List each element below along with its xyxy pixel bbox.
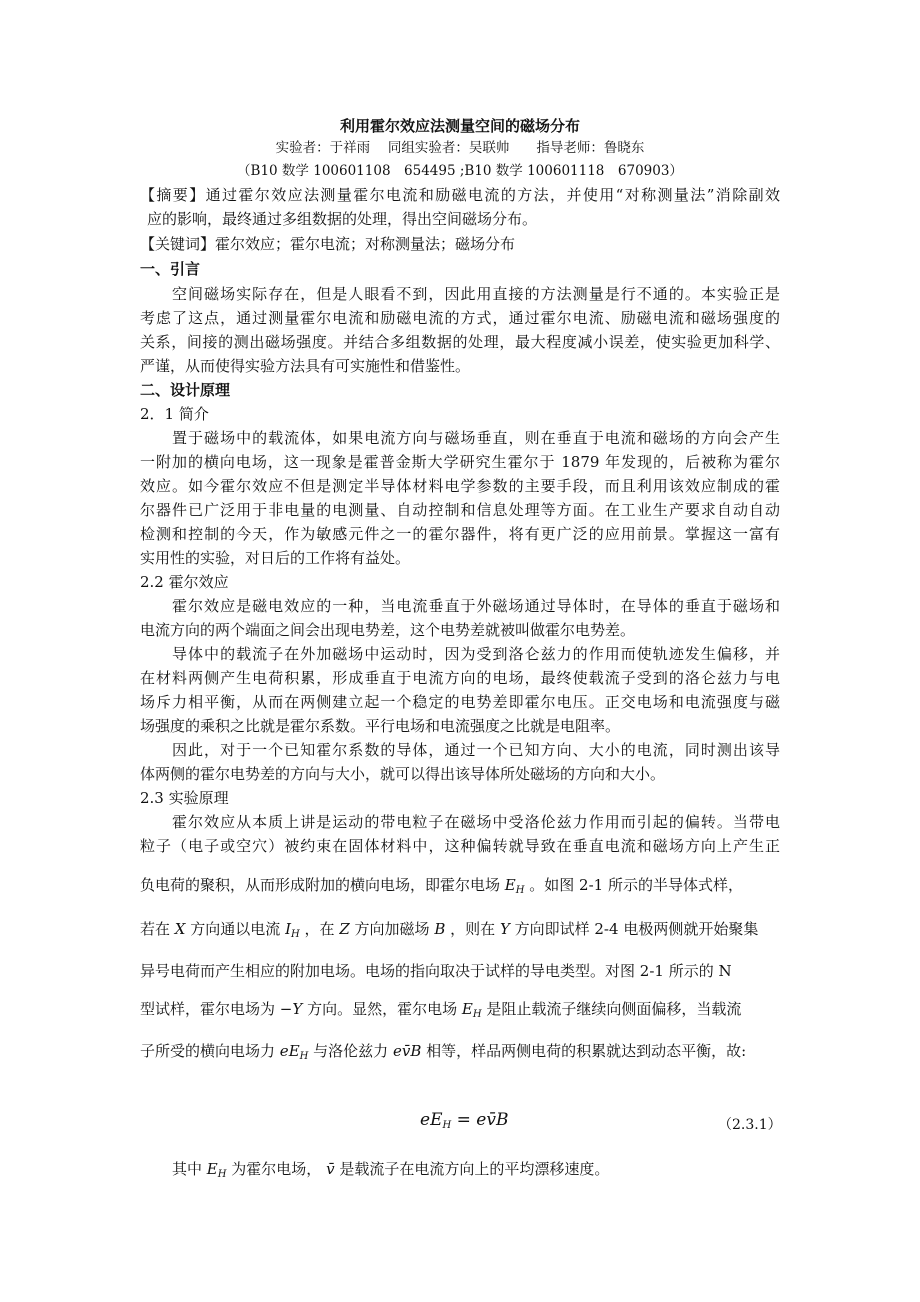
abstract-line: 【摘要】通过霍尔效应法测量霍尔电流和励磁电流的方法，并使用“对称测量法”消除副效 xyxy=(140,186,780,204)
abstract-line: 应的影响，最终通过多组数据的处理，得出空间磁场分布。 xyxy=(147,210,538,228)
paragraph-line: 检测和控制的今天，作为敏感元件之一的霍尔器件，将有更广泛的应用前景。掌握这一富有 xyxy=(140,525,780,543)
paragraph-line-with-math: 子所受的横向电场力 $eE_H$ 与洛伦兹力 ev̄B 相等，样品两侧电荷的积累就达到动态平衡，故: xyxy=(140,1042,747,1062)
paragraph-line: 空间磁场实际存在，但是人眼看不到，因此用直接的方法测量是行不通的。本实验正是 xyxy=(172,285,780,303)
paragraph-line: 考虑了这点，通过测量霍尔电流和励磁电流的方式，通过霍尔电流、励磁电流和磁场强度的 xyxy=(140,309,780,327)
paragraph-line-with-math: 若在 X 方向通以电流 $I_H$ ，在 Z 方向加磁场 B ，则在 Y 方向即试样 2-4 电极两侧就开始聚集 xyxy=(140,920,759,940)
paragraph-line: 场斥力相平衡，从而在两侧建立起一个稳定的电势差即霍尔电压。正交电场和电流强度与磁 xyxy=(140,693,780,711)
paragraph-line: 霍尔效应是磁电效应的一种，当电流垂直于外磁场通过导体时，在导体的垂直于磁场和 xyxy=(172,597,780,615)
paragraph-line: 一附加的横向电场，这一现象是霍普金斯大学研究生霍尔于 1879 年发现的，后被称为霍尔 xyxy=(140,453,780,471)
keywords: 【关键词】霍尔效应；霍尔电流；对称测量法；磁场分布 xyxy=(140,235,516,253)
math-E: E xyxy=(504,876,516,894)
equation-number: （2.3.1） xyxy=(718,1117,782,1133)
subsection-heading: 2．1 简介 xyxy=(140,405,209,423)
author-line: 实验者：于祥雨 同组实验者：吴联帅 指导老师：鲁晓东 xyxy=(275,140,645,156)
paragraph-line: 尔器件已广泛用于非电量的电测量、自动控制和信息处理等方面。在工业生产要求自动自动 xyxy=(140,501,780,519)
paragraph-line: 在材料两侧产生电荷积累，形成垂直于电流方向的电场，最终使载流子受到的洛仑兹力与电 xyxy=(140,669,780,687)
section-heading-intro: 一、引言 xyxy=(140,260,201,278)
paragraph-line: 严谨，从而使得实验方法具有可实施性和借鉴性。 xyxy=(140,357,471,375)
paragraph-line: 体两侧的霍尔电势差的方向与大小，就可以得出该导体所处磁场的方向和大小。 xyxy=(140,765,666,783)
paragraph-line: 实用性的实验，对日后的工作将有益处。 xyxy=(140,549,411,567)
paragraph-line: 霍尔效应从本质上讲是运动的带电粒子在磁场中受洛伦兹力作用而引起的偏转。当带电 xyxy=(172,813,780,831)
paragraph-line: 效应。如今霍尔效应不但是测定半导体材料电学参数的主要手段，而且利用该效应制成的霍 xyxy=(140,477,780,495)
paragraph-line: 电流方向的两个端面之间会出现电势差，这个电势差就被叫做霍尔电势差。 xyxy=(140,621,636,639)
paragraph-line: 导体中的载流子在外加磁场中运动时，因为受到洛仑兹力的作用而使轨迹发生偏移，并 xyxy=(172,645,780,663)
student-ids: （B10 数学 100601108 654495 ;B10 数学 100601118 670903） xyxy=(237,163,683,179)
paragraph-line-with-math: 负电荷的聚积，从而形成附加的横向电场，即霍尔电场 $E_H$ 。如图 2-1 所示的半导体式样， xyxy=(140,876,743,896)
paragraph-line-with-math: 其中 $E_H$ 为霍尔电场， v̄ 是载流子在电流方向上的平均漂移速度。 xyxy=(172,1160,610,1180)
subsection-heading: 2.2 霍尔效应 xyxy=(140,573,229,591)
paragraph-line: 场强度的乘积之比就是霍尔系数。平行电场和电流强度之比就是电阻率。 xyxy=(140,717,621,735)
paragraph-line-with-math: 型试样，霍尔电场为 −Y 方向。显然，霍尔电场 $E_H$ 是阻止载流子继续向侧面偏移，当载流 xyxy=(140,1000,742,1020)
paragraph-line: 粒子（电子或空穴）被约束在固体材料中，这种偏转就导致在垂直电流和磁场方向上产生正 xyxy=(140,837,780,855)
equation-2-3-1: $eE_H$ = ev̄B xyxy=(420,1110,509,1131)
paragraph-line: 关系，间接的测出磁场强度。并结合多组数据的处理，最大程度减小误差，使实验更加科学、 xyxy=(140,333,780,351)
paragraph-line: 置于磁场中的载流体，如果电流方向与磁场垂直，则在垂直于电流和磁场的方向会产生 xyxy=(172,429,780,447)
section-heading-principle: 二、设计原理 xyxy=(140,381,231,399)
paragraph-line: 因此，对于一个已知霍尔系数的导体，通过一个已知方向、大小的电流，同时测出该导 xyxy=(172,741,780,759)
paragraph-line: 异号电荷而产生相应的附加电场。电场的指向取决于试样的导电类型。对图 2-1 所示的 N xyxy=(140,962,732,980)
paper-title: 利用霍尔效应法测量空间的磁场分布 xyxy=(339,117,580,135)
subsection-heading: 2.3 实验原理 xyxy=(140,789,229,807)
